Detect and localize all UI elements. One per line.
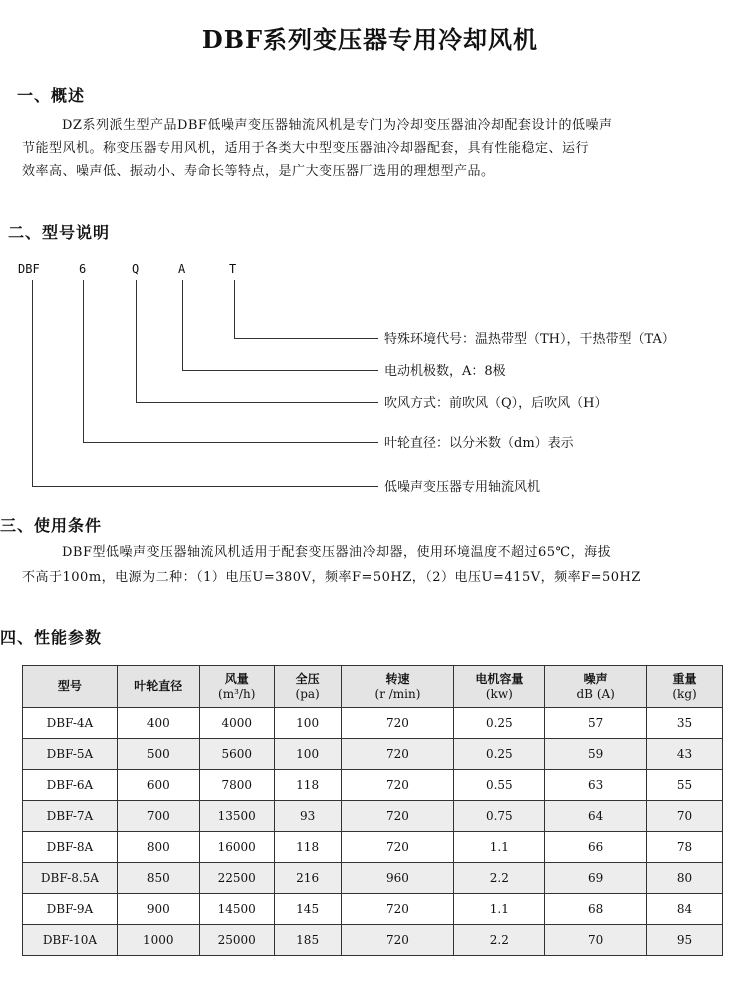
column-header-unit: (r /min) (374, 686, 421, 701)
table-cell: 850 (117, 863, 199, 894)
table-cell: 59 (545, 739, 647, 770)
column-header-label: 风量 (224, 671, 249, 686)
table-cell: 500 (117, 739, 199, 770)
column-header-unit: (m³/h) (218, 686, 256, 701)
table-cell: 0.25 (454, 739, 545, 770)
overview-line-2: 节能型风机。称变压器专用风机，适用于各类大中型变压器油冷却器配套，具有性能稳定、运行 (22, 141, 590, 156)
table-cell: 16000 (199, 832, 274, 863)
column-header (199, 666, 274, 708)
column-header-label: 叶轮直径 (134, 679, 183, 693)
table-cell: 5600 (199, 739, 274, 770)
desc-blow-mode: 吹风方式：前吹风（Q），后吹风（H） (384, 396, 608, 411)
table-cell: 43 (647, 739, 723, 770)
table-cell: DBF-8A (23, 832, 118, 863)
table-cell: DBF-4A (23, 708, 118, 739)
overview-line-1: DZ系列派生型产品DBF低噪声变压器轴流风机是专门为冷却变压器油冷却配套设计的低噪声 (62, 118, 613, 133)
table-cell: 35 (647, 708, 723, 739)
table-row (23, 894, 723, 925)
code-diameter: 6 (79, 262, 87, 276)
column-header (454, 666, 545, 708)
table-cell: 145 (274, 894, 341, 925)
column-header-unit: (kg) (672, 686, 697, 701)
connector-line (83, 280, 84, 442)
table-row (23, 832, 723, 863)
column-header (23, 666, 118, 708)
column-header-label: 全压 (295, 671, 320, 686)
code-blow-mode: Q (132, 262, 140, 276)
section-heading-model: 二、型号说明 (8, 223, 111, 242)
connector-line (182, 280, 183, 370)
table-cell: 960 (341, 863, 454, 894)
table-cell: 0.25 (454, 708, 545, 739)
table-cell: DBF-10A (23, 925, 118, 956)
table-cell: 1.1 (454, 894, 545, 925)
table-cell: 118 (274, 832, 341, 863)
table-cell: 100 (274, 708, 341, 739)
table-cell: 68 (545, 894, 647, 925)
column-header-label: 噪声 (583, 671, 608, 686)
table-cell: 400 (117, 708, 199, 739)
connector-line (136, 280, 137, 402)
page-title: DBF系列变压器专用冷却风机 (201, 25, 539, 54)
table-cell: 93 (274, 801, 341, 832)
table-cell: DBF-9A (23, 894, 118, 925)
table-cell: 22500 (199, 863, 274, 894)
table-cell: 1.1 (454, 832, 545, 863)
table-cell: 1000 (117, 925, 199, 956)
section-heading-conditions: 三、使用条件 (0, 516, 103, 535)
table-cell: 80 (647, 863, 723, 894)
table-cell: 4000 (199, 708, 274, 739)
table-cell: 0.75 (454, 801, 545, 832)
connector-line (182, 370, 378, 371)
section-heading-performance: 四、性能参数 (0, 628, 103, 647)
table-cell: 25000 (199, 925, 274, 956)
table-cell: 13500 (199, 801, 274, 832)
table-header-row (23, 666, 723, 708)
table-cell: 2.2 (454, 863, 545, 894)
column-header-label: 转速 (385, 671, 410, 686)
code-environment: T (229, 262, 237, 276)
table-cell: 720 (341, 739, 454, 770)
table-row (23, 770, 723, 801)
connector-line (83, 442, 378, 443)
table-cell: 64 (545, 801, 647, 832)
table-row (23, 801, 723, 832)
table-cell: 95 (647, 925, 723, 956)
table-row (23, 708, 723, 739)
table-cell: 700 (117, 801, 199, 832)
column-header (274, 666, 341, 708)
desc-motor-poles: 电动机极数，A：8极 (384, 364, 506, 379)
conditions-line-1: DBF型低噪声变压器轴流风机适用于配套变压器油冷却器，使用环境温度不超过65℃，海拔 (62, 545, 612, 560)
connector-line (234, 280, 235, 338)
desc-environment: 特殊环境代号：温热带型（TH），干热带型（TA） (384, 332, 675, 347)
table-cell: DBF-8.5A (23, 863, 118, 894)
table-cell: 70 (647, 801, 723, 832)
table-cell: 720 (341, 708, 454, 739)
code-motor-poles: A (178, 262, 186, 276)
desc-series: 低噪声变压器专用轴流风机 (384, 480, 541, 495)
column-header-unit: (pa) (295, 686, 320, 701)
code-series: DBF (18, 262, 40, 276)
table-cell: 800 (117, 832, 199, 863)
table-cell: 70 (545, 925, 647, 956)
connector-line (32, 486, 378, 487)
column-header (545, 666, 647, 708)
table-cell: 78 (647, 832, 723, 863)
table-cell: 216 (274, 863, 341, 894)
table-cell: 100 (274, 739, 341, 770)
table-cell: 185 (274, 925, 341, 956)
connector-line (32, 280, 33, 486)
table-cell: 57 (545, 708, 647, 739)
table-cell: 720 (341, 770, 454, 801)
table-cell: 0.55 (454, 770, 545, 801)
table-cell: 720 (341, 925, 454, 956)
column-header (647, 666, 723, 708)
table-cell: 84 (647, 894, 723, 925)
connector-line (136, 402, 378, 403)
desc-diameter: 叶轮直径：以分米数（dm）表示 (384, 436, 574, 451)
conditions-line-2: 不高于100m，电源为二种：（1）电压U=380V，频率F=50HZ，（2）电压U=415V，频率F=50HZ (22, 570, 641, 585)
table-cell: DBF-6A (23, 770, 118, 801)
table-cell: 900 (117, 894, 199, 925)
column-header-label: 重量 (672, 671, 697, 686)
table-cell: 55 (647, 770, 723, 801)
table-cell: 720 (341, 832, 454, 863)
column-header (341, 666, 454, 708)
table-cell: 7800 (199, 770, 274, 801)
table-body (23, 708, 723, 956)
table-cell: 66 (545, 832, 647, 863)
table-cell: DBF-7A (23, 801, 118, 832)
overview-line-3: 效率高、噪声低、振动小、寿命长等特点，是广大变压器厂选用的理想型产品。 (22, 164, 495, 179)
column-header-unit: (kw) (485, 686, 513, 701)
table-row (23, 863, 723, 894)
performance-table (22, 665, 723, 956)
table-cell: 720 (341, 801, 454, 832)
column-header-label: 型号 (57, 679, 82, 693)
column-header-unit: dB (A) (576, 686, 615, 701)
table-cell: 2.2 (454, 925, 545, 956)
table-cell: 69 (545, 863, 647, 894)
table-cell: DBF-5A (23, 739, 118, 770)
table-cell: 600 (117, 770, 199, 801)
table-row (23, 925, 723, 956)
table-row (23, 739, 723, 770)
connector-line (234, 338, 378, 339)
table-cell: 118 (274, 770, 341, 801)
column-header-label: 电机容量 (475, 671, 524, 686)
column-header (117, 666, 199, 708)
table-cell: 14500 (199, 894, 274, 925)
table-cell: 63 (545, 770, 647, 801)
table-cell: 720 (341, 894, 454, 925)
section-heading-overview: 一、概述 (17, 86, 86, 105)
